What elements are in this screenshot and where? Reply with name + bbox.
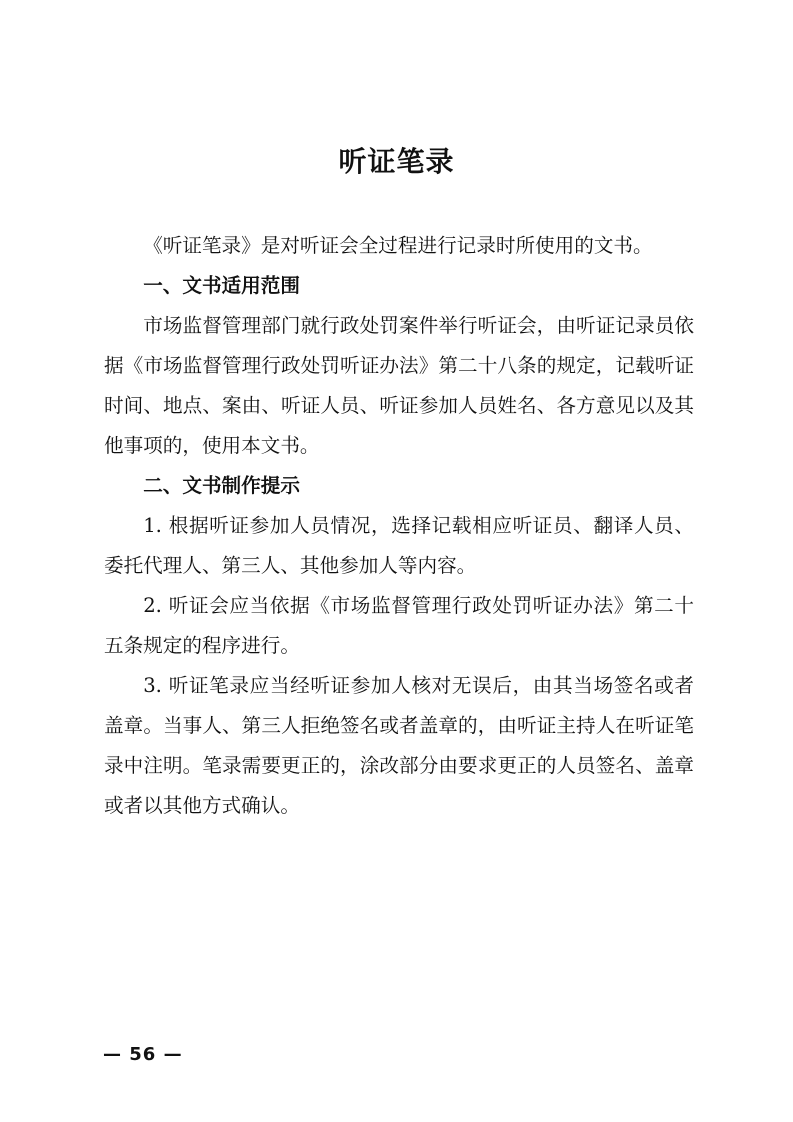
scope-paragraph: 市场监督管理部门就行政处罚案件举行听证会，由听证记录员依据《市场监督管理行政处罚听证办法》第二十八条的规定，记载听证时间、地点、案由、听证人员、听证参加人员姓名、各方意见以及其他事项的，使用本文书。	[104, 314, 694, 457]
tip-item-1: 1. 根据听证参加人员情况，选择记载相应听证员、翻译人员、委托代理人、第三人、其他参加人等内容。	[104, 514, 694, 577]
page-number: — 56 —	[103, 1044, 183, 1065]
document-body	[104, 226, 694, 826]
section-heading-scope: 一、文书适用范围	[143, 274, 300, 297]
page-title: 听证笔录	[338, 145, 455, 178]
tip-item-3: 3. 听证笔录应当经听证参加人核对无误后，由其当场签名或者盖章。当事人、第三人拒绝签名或者盖章的，由听证主持人在听证笔录中注明。笔录需要更正的，涂改部分由要求更正的人员签名、盖章或者以其他方式确认。	[104, 674, 694, 817]
tip-item-2: 2. 听证会应当依据《市场监督管理行政处罚听证办法》第二十五条规定的程序进行。	[104, 594, 694, 657]
intro-paragraph: 《听证笔录》是对听证会全过程进行记录时所使用的文书。	[143, 234, 653, 257]
section-heading-tips: 二、文书制作提示	[143, 474, 300, 497]
